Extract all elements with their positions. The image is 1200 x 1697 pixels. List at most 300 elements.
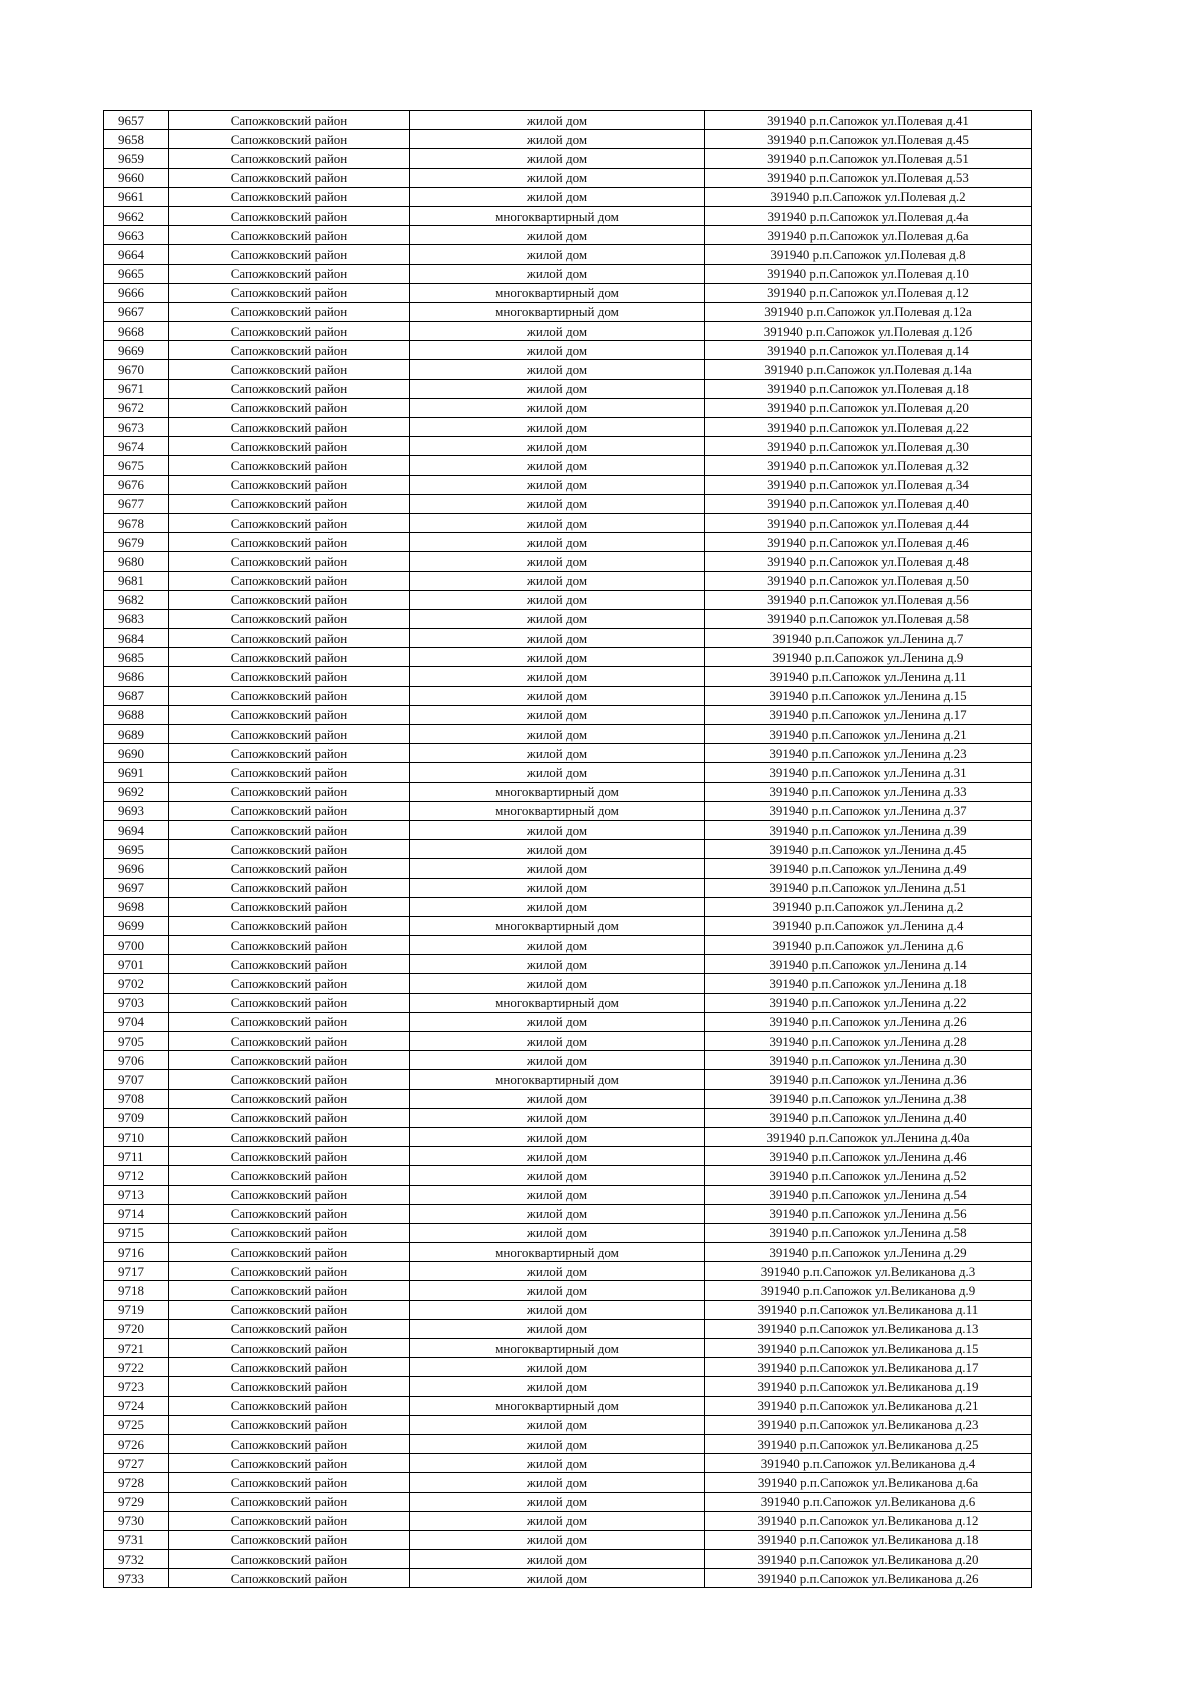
table-row bbox=[104, 1089, 1032, 1108]
address-cell: 391940 р.п.Сапожок ул.Великанова д.12 bbox=[705, 1511, 1032, 1530]
address-cell: 391940 р.п.Сапожок ул.Великанова д.13 bbox=[705, 1319, 1032, 1338]
table-row bbox=[104, 725, 1032, 744]
district-cell: Сапожковский район bbox=[169, 763, 410, 782]
district-cell: Сапожковский район bbox=[169, 1223, 410, 1242]
building-type-cell: жилой дом bbox=[410, 820, 705, 839]
table-row bbox=[104, 705, 1032, 724]
building-type-cell: жилой дом bbox=[410, 341, 705, 360]
row-number-cell: 9662 bbox=[104, 206, 169, 225]
row-number-cell: 9674 bbox=[104, 437, 169, 456]
row-number-cell: 9679 bbox=[104, 533, 169, 552]
row-number-cell: 9726 bbox=[104, 1434, 169, 1453]
table-row bbox=[104, 974, 1032, 993]
district-cell: Сапожковский район bbox=[169, 686, 410, 705]
address-cell: 391940 р.п.Сапожок ул.Ленина д.39 bbox=[705, 820, 1032, 839]
row-number-cell: 9710 bbox=[104, 1127, 169, 1146]
address-cell: 391940 р.п.Сапожок ул.Полевая д.34 bbox=[705, 475, 1032, 494]
row-number-cell: 9723 bbox=[104, 1377, 169, 1396]
district-cell: Сапожковский район bbox=[169, 1204, 410, 1223]
row-number-cell: 9725 bbox=[104, 1415, 169, 1434]
table-row bbox=[104, 1223, 1032, 1242]
building-type-cell: многоквартирный дом bbox=[410, 993, 705, 1012]
table-row bbox=[104, 648, 1032, 667]
building-type-cell: многоквартирный дом bbox=[410, 302, 705, 321]
row-number-cell: 9683 bbox=[104, 609, 169, 628]
table-row bbox=[104, 1204, 1032, 1223]
district-cell: Сапожковский район bbox=[169, 859, 410, 878]
building-type-cell: жилой дом bbox=[410, 705, 705, 724]
district-cell: Сапожковский район bbox=[169, 379, 410, 398]
district-cell: Сапожковский район bbox=[169, 456, 410, 475]
address-cell: 391940 р.п.Сапожок ул.Великанова д.26 bbox=[705, 1569, 1032, 1588]
address-cell: 391940 р.п.Сапожок ул.Ленина д.4 bbox=[705, 916, 1032, 935]
address-cell: 391940 р.п.Сапожок ул.Ленина д.28 bbox=[705, 1032, 1032, 1051]
address-cell: 391940 р.п.Сапожок ул.Полевая д.41 bbox=[705, 111, 1032, 130]
row-number-cell: 9673 bbox=[104, 418, 169, 437]
district-cell: Сапожковский район bbox=[169, 283, 410, 302]
table-row bbox=[104, 475, 1032, 494]
table-row bbox=[104, 1415, 1032, 1434]
address-cell: 391940 р.п.Сапожок ул.Ленина д.9 bbox=[705, 648, 1032, 667]
table-row bbox=[104, 1281, 1032, 1300]
district-cell: Сапожковский район bbox=[169, 1454, 410, 1473]
building-type-cell: жилой дом bbox=[410, 552, 705, 571]
address-cell: 391940 р.п.Сапожок ул.Полевая д.8 bbox=[705, 245, 1032, 264]
table-row bbox=[104, 456, 1032, 475]
district-cell: Сапожковский район bbox=[169, 1281, 410, 1300]
district-cell: Сапожковский район bbox=[169, 1127, 410, 1146]
address-cell: 391940 р.п.Сапожок ул.Ленина д.30 bbox=[705, 1051, 1032, 1070]
building-type-cell: жилой дом bbox=[410, 1319, 705, 1338]
district-cell: Сапожковский район bbox=[169, 1051, 410, 1070]
table-row bbox=[104, 1569, 1032, 1588]
row-number-cell: 9661 bbox=[104, 187, 169, 206]
row-number-cell: 9715 bbox=[104, 1223, 169, 1242]
building-type-cell: жилой дом bbox=[410, 494, 705, 513]
district-cell: Сапожковский район bbox=[169, 955, 410, 974]
row-number-cell: 9695 bbox=[104, 840, 169, 859]
table-row bbox=[104, 1032, 1032, 1051]
table-row bbox=[104, 1550, 1032, 1569]
row-number-cell: 9709 bbox=[104, 1108, 169, 1127]
row-number-cell: 9718 bbox=[104, 1281, 169, 1300]
address-cell: 391940 р.п.Сапожок ул.Полевая д.45 bbox=[705, 130, 1032, 149]
row-number-cell: 9732 bbox=[104, 1550, 169, 1569]
address-cell: 391940 р.п.Сапожок ул.Ленина д.29 bbox=[705, 1243, 1032, 1262]
building-type-cell: жилой дом bbox=[410, 974, 705, 993]
row-number-cell: 9720 bbox=[104, 1319, 169, 1338]
building-type-cell: жилой дом bbox=[410, 897, 705, 916]
row-number-cell: 9687 bbox=[104, 686, 169, 705]
table-row bbox=[104, 1473, 1032, 1492]
table-row bbox=[104, 1108, 1032, 1127]
address-cell: 391940 р.п.Сапожок ул.Великанова д.25 bbox=[705, 1434, 1032, 1453]
building-type-cell: жилой дом bbox=[410, 859, 705, 878]
building-type-cell: жилой дом bbox=[410, 955, 705, 974]
district-cell: Сапожковский район bbox=[169, 974, 410, 993]
table-row bbox=[104, 533, 1032, 552]
address-cell: 391940 р.п.Сапожок ул.Полевая д.12 bbox=[705, 283, 1032, 302]
address-cell: 391940 р.п.Сапожок ул.Ленина д.56 bbox=[705, 1204, 1032, 1223]
district-cell: Сапожковский район bbox=[169, 494, 410, 513]
building-type-cell: жилой дом bbox=[410, 1300, 705, 1319]
building-type-cell: жилой дом bbox=[410, 1051, 705, 1070]
district-cell: Сапожковский район bbox=[169, 1262, 410, 1281]
building-type-cell: жилой дом bbox=[410, 936, 705, 955]
row-number-cell: 9694 bbox=[104, 820, 169, 839]
address-cell: 391940 р.п.Сапожок ул.Ленина д.26 bbox=[705, 1012, 1032, 1031]
table-row bbox=[104, 590, 1032, 609]
district-cell: Сапожковский район bbox=[169, 571, 410, 590]
address-cell: 391940 р.п.Сапожок ул.Ленина д.14 bbox=[705, 955, 1032, 974]
address-cell: 391940 р.п.Сапожок ул.Ленина д.17 bbox=[705, 705, 1032, 724]
building-type-cell: жилой дом bbox=[410, 245, 705, 264]
address-cell: 391940 р.п.Сапожок ул.Полевая д.10 bbox=[705, 264, 1032, 283]
address-cell: 391940 р.п.Сапожок ул.Полевая д.58 bbox=[705, 609, 1032, 628]
address-cell: 391940 р.п.Сапожок ул.Великанова д.21 bbox=[705, 1396, 1032, 1415]
row-number-cell: 9691 bbox=[104, 763, 169, 782]
building-type-cell: жилой дом bbox=[410, 1147, 705, 1166]
building-type-cell: жилой дом bbox=[410, 1204, 705, 1223]
row-number-cell: 9657 bbox=[104, 111, 169, 130]
address-cell: 391940 р.п.Сапожок ул.Полевая д.40 bbox=[705, 494, 1032, 513]
building-type-cell: жилой дом bbox=[410, 360, 705, 379]
row-number-cell: 9701 bbox=[104, 955, 169, 974]
row-number-cell: 9724 bbox=[104, 1396, 169, 1415]
table-row bbox=[104, 341, 1032, 360]
building-type-cell: жилой дом bbox=[410, 667, 705, 686]
address-cell: 391940 р.п.Сапожок ул.Ленина д.23 bbox=[705, 744, 1032, 763]
address-cell: 391940 р.п.Сапожок ул.Полевая д.51 bbox=[705, 149, 1032, 168]
district-cell: Сапожковский район bbox=[169, 149, 410, 168]
table-row bbox=[104, 494, 1032, 513]
address-cell: 391940 р.п.Сапожок ул.Великанова д.9 bbox=[705, 1281, 1032, 1300]
address-cell: 391940 р.п.Сапожок ул.Ленина д.33 bbox=[705, 782, 1032, 801]
table-row bbox=[104, 993, 1032, 1012]
building-type-cell: жилой дом bbox=[410, 1473, 705, 1492]
table-row bbox=[104, 916, 1032, 935]
district-cell: Сапожковский район bbox=[169, 1415, 410, 1434]
district-cell: Сапожковский район bbox=[169, 513, 410, 532]
district-cell: Сапожковский район bbox=[169, 1319, 410, 1338]
address-cell: 391940 р.п.Сапожок ул.Ленина д.40 bbox=[705, 1108, 1032, 1127]
building-type-cell: жилой дом bbox=[410, 226, 705, 245]
district-cell: Сапожковский район bbox=[169, 725, 410, 744]
table-row bbox=[104, 1070, 1032, 1089]
row-number-cell: 9704 bbox=[104, 1012, 169, 1031]
district-cell: Сапожковский район bbox=[169, 1012, 410, 1031]
district-cell: Сапожковский район bbox=[169, 398, 410, 417]
building-type-cell: жилой дом bbox=[410, 168, 705, 187]
row-number-cell: 9730 bbox=[104, 1511, 169, 1530]
table-row bbox=[104, 744, 1032, 763]
table-row bbox=[104, 782, 1032, 801]
table-row bbox=[104, 1530, 1032, 1549]
row-number-cell: 9703 bbox=[104, 993, 169, 1012]
building-type-cell: многоквартирный дом bbox=[410, 916, 705, 935]
district-cell: Сапожковский район bbox=[169, 1434, 410, 1453]
building-type-cell: жилой дом bbox=[410, 437, 705, 456]
address-cell: 391940 р.п.Сапожок ул.Ленина д.31 bbox=[705, 763, 1032, 782]
building-type-cell: жилой дом bbox=[410, 686, 705, 705]
building-type-cell: жилой дом bbox=[410, 1569, 705, 1588]
table-row bbox=[104, 437, 1032, 456]
table-row bbox=[104, 245, 1032, 264]
district-cell: Сапожковский район bbox=[169, 820, 410, 839]
table-row bbox=[104, 302, 1032, 321]
district-cell: Сапожковский район bbox=[169, 1300, 410, 1319]
address-cell: 391940 р.п.Сапожок ул.Ленина д.49 bbox=[705, 859, 1032, 878]
building-type-cell: жилой дом bbox=[410, 1358, 705, 1377]
table-row bbox=[104, 686, 1032, 705]
address-cell: 391940 р.п.Сапожок ул.Полевая д.12а bbox=[705, 302, 1032, 321]
table-row bbox=[104, 168, 1032, 187]
district-cell: Сапожковский район bbox=[169, 245, 410, 264]
row-number-cell: 9713 bbox=[104, 1185, 169, 1204]
address-cell: 391940 р.п.Сапожок ул.Великанова д.20 bbox=[705, 1550, 1032, 1569]
district-cell: Сапожковский район bbox=[169, 264, 410, 283]
table-row bbox=[104, 801, 1032, 820]
table-row bbox=[104, 1166, 1032, 1185]
row-number-cell: 9722 bbox=[104, 1358, 169, 1377]
table-row bbox=[104, 820, 1032, 839]
table-row bbox=[104, 1511, 1032, 1530]
address-cell: 391940 р.п.Сапожок ул.Ленина д.58 bbox=[705, 1223, 1032, 1242]
district-cell: Сапожковский район bbox=[169, 1396, 410, 1415]
table-row bbox=[104, 897, 1032, 916]
table-row bbox=[104, 878, 1032, 897]
table-row bbox=[104, 513, 1032, 532]
row-number-cell: 9721 bbox=[104, 1339, 169, 1358]
district-cell: Сапожковский район bbox=[169, 341, 410, 360]
address-cell: 391940 р.п.Сапожок ул.Ленина д.37 bbox=[705, 801, 1032, 820]
district-cell: Сапожковский район bbox=[169, 206, 410, 225]
row-number-cell: 9665 bbox=[104, 264, 169, 283]
address-cell: 391940 р.п.Сапожок ул.Ленина д.18 bbox=[705, 974, 1032, 993]
row-number-cell: 9686 bbox=[104, 667, 169, 686]
row-number-cell: 9698 bbox=[104, 897, 169, 916]
building-type-cell: многоквартирный дом bbox=[410, 1396, 705, 1415]
building-type-cell: жилой дом bbox=[410, 1434, 705, 1453]
address-cell: 391940 р.п.Сапожок ул.Ленина д.38 bbox=[705, 1089, 1032, 1108]
district-cell: Сапожковский район bbox=[169, 111, 410, 130]
table-row bbox=[104, 1454, 1032, 1473]
building-type-cell: жилой дом bbox=[410, 1262, 705, 1281]
table-row bbox=[104, 149, 1032, 168]
district-cell: Сапожковский район bbox=[169, 629, 410, 648]
table-row bbox=[104, 667, 1032, 686]
building-type-cell: жилой дом bbox=[410, 264, 705, 283]
district-cell: Сапожковский район bbox=[169, 360, 410, 379]
address-cell: 391940 р.п.Сапожок ул.Великанова д.19 bbox=[705, 1377, 1032, 1396]
row-number-cell: 9716 bbox=[104, 1243, 169, 1262]
district-cell: Сапожковский район bbox=[169, 475, 410, 494]
building-type-cell: жилой дом bbox=[410, 187, 705, 206]
district-cell: Сапожковский район bbox=[169, 226, 410, 245]
building-type-cell: жилой дом bbox=[410, 1089, 705, 1108]
district-cell: Сапожковский район bbox=[169, 168, 410, 187]
row-number-cell: 9684 bbox=[104, 629, 169, 648]
row-number-cell: 9666 bbox=[104, 283, 169, 302]
row-number-cell: 9664 bbox=[104, 245, 169, 264]
address-cell: 391940 р.п.Сапожок ул.Великанова д.6а bbox=[705, 1473, 1032, 1492]
table-row bbox=[104, 1127, 1032, 1146]
row-number-cell: 9717 bbox=[104, 1262, 169, 1281]
district-cell: Сапожковский район bbox=[169, 993, 410, 1012]
district-cell: Сапожковский район bbox=[169, 801, 410, 820]
address-cell: 391940 р.п.Сапожок ул.Полевая д.32 bbox=[705, 456, 1032, 475]
building-type-cell: жилой дом bbox=[410, 1032, 705, 1051]
row-number-cell: 9699 bbox=[104, 916, 169, 935]
table-row bbox=[104, 1396, 1032, 1415]
building-type-cell: жилой дом bbox=[410, 1454, 705, 1473]
table-row bbox=[104, 1185, 1032, 1204]
building-type-cell: жилой дом bbox=[410, 322, 705, 341]
address-cell: 391940 р.п.Сапожок ул.Полевая д.48 bbox=[705, 552, 1032, 571]
row-number-cell: 9705 bbox=[104, 1032, 169, 1051]
district-cell: Сапожковский район bbox=[169, 437, 410, 456]
row-number-cell: 9672 bbox=[104, 398, 169, 417]
address-cell: 391940 р.п.Сапожок ул.Великанова д.18 bbox=[705, 1530, 1032, 1549]
table-row bbox=[104, 1012, 1032, 1031]
table-row bbox=[104, 763, 1032, 782]
row-number-cell: 9707 bbox=[104, 1070, 169, 1089]
address-cell: 391940 р.п.Сапожок ул.Ленина д.36 bbox=[705, 1070, 1032, 1089]
address-cell: 391940 р.п.Сапожок ул.Ленина д.40а bbox=[705, 1127, 1032, 1146]
table-row bbox=[104, 264, 1032, 283]
building-type-cell: жилой дом bbox=[410, 1530, 705, 1549]
address-registry-table bbox=[103, 110, 1032, 1588]
building-type-cell: жилой дом bbox=[410, 1415, 705, 1434]
district-cell: Сапожковский район bbox=[169, 533, 410, 552]
table-row bbox=[104, 187, 1032, 206]
district-cell: Сапожковский район bbox=[169, 1377, 410, 1396]
building-type-cell: жилой дом bbox=[410, 456, 705, 475]
building-type-cell: жилой дом bbox=[410, 590, 705, 609]
row-number-cell: 9682 bbox=[104, 590, 169, 609]
building-type-cell: многоквартирный дом bbox=[410, 782, 705, 801]
building-type-cell: жилой дом bbox=[410, 725, 705, 744]
table-row bbox=[104, 226, 1032, 245]
address-cell: 391940 р.п.Сапожок ул.Полевая д.53 bbox=[705, 168, 1032, 187]
building-type-cell: жилой дом bbox=[410, 379, 705, 398]
table-row bbox=[104, 1377, 1032, 1396]
district-cell: Сапожковский район bbox=[169, 878, 410, 897]
address-cell: 391940 р.п.Сапожок ул.Великанова д.15 bbox=[705, 1339, 1032, 1358]
building-type-cell: жилой дом bbox=[410, 1492, 705, 1511]
row-number-cell: 9697 bbox=[104, 878, 169, 897]
district-cell: Сапожковский район bbox=[169, 1243, 410, 1262]
district-cell: Сапожковский район bbox=[169, 609, 410, 628]
table-row bbox=[104, 629, 1032, 648]
district-cell: Сапожковский район bbox=[169, 418, 410, 437]
row-number-cell: 9708 bbox=[104, 1089, 169, 1108]
district-cell: Сапожковский район bbox=[169, 1569, 410, 1588]
district-cell: Сапожковский район bbox=[169, 322, 410, 341]
building-type-cell: многоквартирный дом bbox=[410, 206, 705, 225]
table-row bbox=[104, 1262, 1032, 1281]
district-cell: Сапожковский район bbox=[169, 1032, 410, 1051]
table-row bbox=[104, 1319, 1032, 1338]
table-row bbox=[104, 1051, 1032, 1070]
row-number-cell: 9678 bbox=[104, 513, 169, 532]
address-cell: 391940 р.п.Сапожок ул.Полевая д.4а bbox=[705, 206, 1032, 225]
table-row bbox=[104, 111, 1032, 130]
building-type-cell: жилой дом bbox=[410, 475, 705, 494]
row-number-cell: 9681 bbox=[104, 571, 169, 590]
row-number-cell: 9712 bbox=[104, 1166, 169, 1185]
building-type-cell: жилой дом bbox=[410, 629, 705, 648]
district-cell: Сапожковский район bbox=[169, 1530, 410, 1549]
building-type-cell: жилой дом bbox=[410, 1223, 705, 1242]
building-type-cell: жилой дом bbox=[410, 744, 705, 763]
building-type-cell: жилой дом bbox=[410, 418, 705, 437]
address-cell: 391940 р.п.Сапожок ул.Полевая д.2 bbox=[705, 187, 1032, 206]
table-row bbox=[104, 360, 1032, 379]
district-cell: Сапожковский район bbox=[169, 897, 410, 916]
address-cell: 391940 р.п.Сапожок ул.Полевая д.44 bbox=[705, 513, 1032, 532]
table-row bbox=[104, 379, 1032, 398]
table-row bbox=[104, 571, 1032, 590]
address-cell: 391940 р.п.Сапожок ул.Полевая д.30 bbox=[705, 437, 1032, 456]
building-type-cell: многоквартирный дом bbox=[410, 1339, 705, 1358]
building-type-cell: многоквартирный дом bbox=[410, 1243, 705, 1262]
building-type-cell: жилой дом bbox=[410, 763, 705, 782]
building-type-cell: многоквартирный дом bbox=[410, 283, 705, 302]
row-number-cell: 9658 bbox=[104, 130, 169, 149]
district-cell: Сапожковский район bbox=[169, 1473, 410, 1492]
address-cell: 391940 р.п.Сапожок ул.Великанова д.6 bbox=[705, 1492, 1032, 1511]
address-cell: 391940 р.п.Сапожок ул.Полевая д.20 bbox=[705, 398, 1032, 417]
table-row bbox=[104, 322, 1032, 341]
table-row bbox=[104, 1243, 1032, 1262]
row-number-cell: 9731 bbox=[104, 1530, 169, 1549]
building-type-cell: жилой дом bbox=[410, 1550, 705, 1569]
district-cell: Сапожковский район bbox=[169, 302, 410, 321]
district-cell: Сапожковский район bbox=[169, 1339, 410, 1358]
address-cell: 391940 р.п.Сапожок ул.Великанова д.23 bbox=[705, 1415, 1032, 1434]
building-type-cell: жилой дом bbox=[410, 1127, 705, 1146]
address-cell: 391940 р.п.Сапожок ул.Ленина д.7 bbox=[705, 629, 1032, 648]
building-type-cell: жилой дом bbox=[410, 533, 705, 552]
district-cell: Сапожковский район bbox=[169, 1147, 410, 1166]
building-type-cell: жилой дом bbox=[410, 111, 705, 130]
district-cell: Сапожковский район bbox=[169, 1492, 410, 1511]
row-number-cell: 9728 bbox=[104, 1473, 169, 1492]
address-cell: 391940 р.п.Сапожок ул.Полевая д.18 bbox=[705, 379, 1032, 398]
building-type-cell: жилой дом bbox=[410, 1108, 705, 1127]
row-number-cell: 9675 bbox=[104, 456, 169, 475]
address-cell: 391940 р.п.Сапожок ул.Великанова д.11 bbox=[705, 1300, 1032, 1319]
address-cell: 391940 р.п.Сапожок ул.Полевая д.46 bbox=[705, 533, 1032, 552]
row-number-cell: 9719 bbox=[104, 1300, 169, 1319]
row-number-cell: 9693 bbox=[104, 801, 169, 820]
row-number-cell: 9729 bbox=[104, 1492, 169, 1511]
address-cell: 391940 р.п.Сапожок ул.Полевая д.22 bbox=[705, 418, 1032, 437]
address-cell: 391940 р.п.Сапожок ул.Ленина д.15 bbox=[705, 686, 1032, 705]
address-cell: 391940 р.п.Сапожок ул.Великанова д.3 bbox=[705, 1262, 1032, 1281]
row-number-cell: 9727 bbox=[104, 1454, 169, 1473]
address-cell: 391940 р.п.Сапожок ул.Ленина д.52 bbox=[705, 1166, 1032, 1185]
address-cell: 391940 р.п.Сапожок ул.Великанова д.4 bbox=[705, 1454, 1032, 1473]
address-cell: 391940 р.п.Сапожок ул.Полевая д.14а bbox=[705, 360, 1032, 379]
building-type-cell: жилой дом bbox=[410, 1281, 705, 1300]
district-cell: Сапожковский район bbox=[169, 1358, 410, 1377]
address-cell: 391940 р.п.Сапожок ул.Ленина д.51 bbox=[705, 878, 1032, 897]
row-number-cell: 9690 bbox=[104, 744, 169, 763]
building-type-cell: многоквартирный дом bbox=[410, 801, 705, 820]
district-cell: Сапожковский район bbox=[169, 744, 410, 763]
